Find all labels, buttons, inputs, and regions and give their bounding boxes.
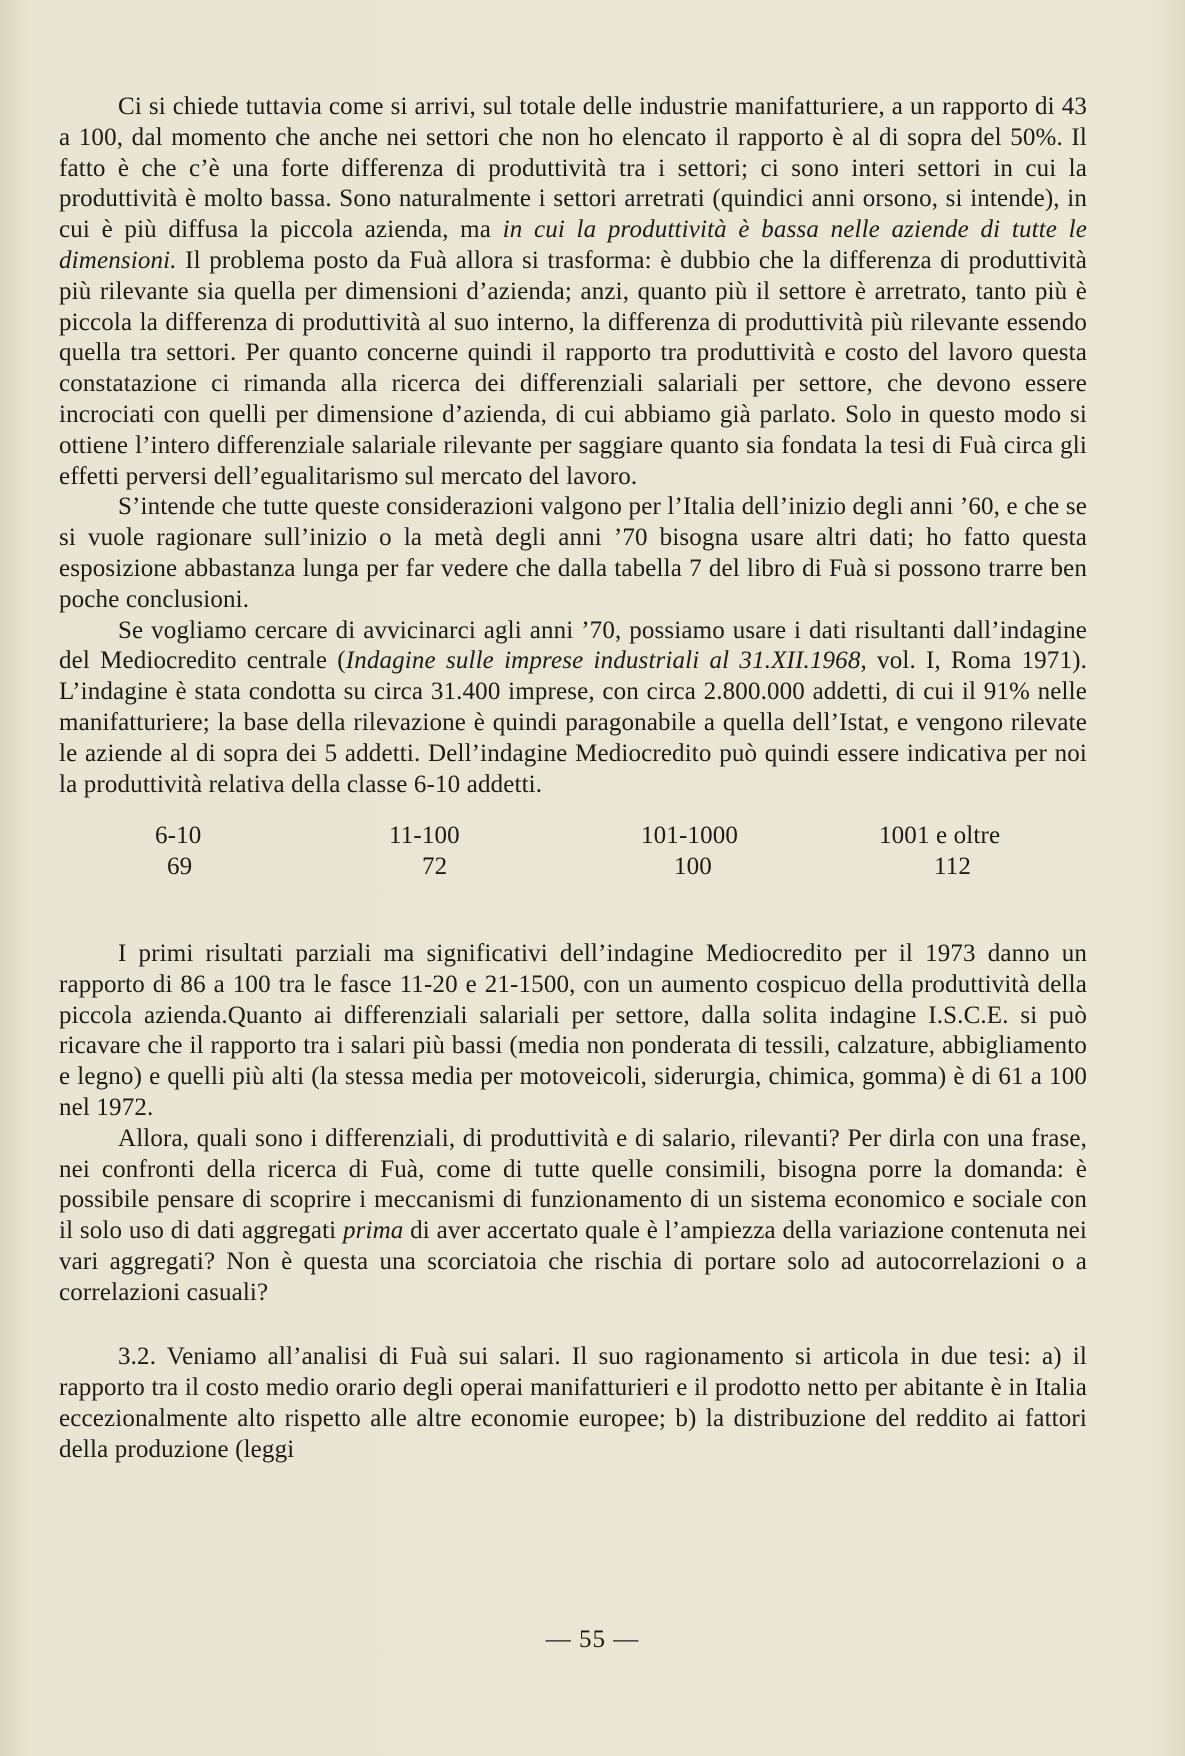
italic-emphasis: prima [342,1217,404,1245]
paragraph-text: di aver accertato quale è l’ampiezza della variazione contenuta nei vari aggregati? Non è questa una scorciatoia che rischia di portare solo ad autocorrelazioni o a correlazioni casuali? [59,1217,1087,1306]
paragraph-italy-sixties: S’intende che tutte queste considerazioni valgono per l’Italia dell’inizio degli anni ’60, e che se si vuole ragionare sull’inizio o la metà degli anni ’70 bisogna usare altri dati; ho fatto questa esposizione abbastanza lunga per far vedere che dalla tabella 7 del libro di Fuà si possono trarre ben poche conclusioni. [59,493,1087,613]
citation-title: Indagine sulle imprese industriali al 31.XII.1968, [345,647,867,675]
table-column [385,821,641,883]
table-column [879,821,1079,883]
paragraph-text: Se vogliamo cercare di avvicinarci agli anni ’70, possiamo usare i dati risultanti dall’indagine del Mediocredito centrale ( [59,616,1087,675]
paragraph-text: Allora, quali sono i differenziali, di produttività e di salario, rilevanti? Per dirla con una frase, nei confronti della ricerca di Fuà, come di tutte quelle consimili, bisogna porre la domanda: è possibile pensare di scoprire i meccanismi di funzionamento di un sistema economico e sociale con il solo uso di dati aggregati [59,1124,1087,1245]
table-header-cell: 6-10 [155,822,202,850]
paragraph-differentials-question [59,1124,1087,1309]
table-header-cell: 101-1000 [641,822,739,850]
paragraph-first-results: I primi risultati parziali ma significativi dell’indagine Mediocredito per il 1973 danno un rapporto di 86 a 100 tra le fasce 11-20 e 21-1500, con un aumento cospicuo della produttività della piccola azienda.Quanto ai differenziali salariali per settore, dalla solita indagine I.S.C.E. si può ricavare che il rapporto tra i salari più bassi (media non ponderata di tessili, calzature, abbigliamento e legno) e quelli più alti (la stessa media per motoveicoli, siderurgia, chimica, gomma) è di 61 a 100 nel 1972. [59,939,1087,1121]
table-column [155,821,385,883]
table-value-cell: 72 [422,853,448,881]
table-column [641,821,879,883]
table-header-cell: 11-100 [389,822,460,850]
body-text [59,92,1087,1466]
page-number: — 55 — [545,1626,640,1653]
table-header-cell: 1001 e oltre [879,822,1001,850]
productivity-table [59,821,1087,883]
table-value-cell: 100 [674,853,712,881]
paragraph-text: vol. I, Roma 1971). L’indagine è stata condotta su circa 31.400 imprese, con circa 2.800.000 addetti, di cui il 91% nelle manifatturiere; la base della rilevazione è quindi paragonabile a quella dell’Istat, e vengono rilevate le aziende al di sopra dei 5 addetti. Dell’indagine Mediocredito può quindi essere indicativa per noi la produttività relativa della classe 6-10 addetti. [59,647,1087,798]
paragraph-text: Il problema posto da Fuà allora si trasforma: è dubbio che la differenza di produttività più rilevante sia quella per dimensioni d’azienda; anzi, quanto più il settore è arretrato, tanto più è piccola la differenza di produttività al suo interno, la differenza di produttività più rilevante essendo quella tra settori. Per quanto concerne quindi il rapporto tra produttività e costo del lavoro questa constatazione ci rimanda alla ricerca dei differenziali salariali per settore, che devono essere incrociati con quelli per dimensione d’azienda, di cui abbiamo già parlato. Solo in questo modo si ottiene l’intero differenziale salariale rilevante per saggiare quanto sia fondata la tesi di Fuà circa gli effetti perversi dell’egualitarismo sul mercato del lavoro. [59,246,1087,490]
paragraph-section-3-2: 3.2. Veniamo all’analisi di Fuà sui salari. Il suo ragionamento si articola in due tesi: a) il rapporto tra il costo medio orario degli operai manifatturieri e il prodotto netto per abitante è in Italia eccezionalmente alto rispetto alle altre economie europee; b) la distribuzione del reddito ai fattori della produzione (leggi [59,1343,1087,1463]
paragraph-productivity-sectors [59,92,1087,492]
paragraph-text: Ci si chiede tuttavia come si arrivi, sul totale delle industrie manifatturiere, a un rapporto di 43 a 100, dal momento che anche nei settori che non ho elencato il rapporto è al di sopra del 50%. Il fatto è che c’è una forte differenza di produttività tra i settori; ci sono interi settori in cui la produttività è molto bassa. Sono naturalmente i settori arretrati (quindici anni orsono, si intende), in cui è più diffusa la piccola azienda, ma [59,93,1087,244]
italic-emphasis: in cui la produttività è bassa nelle aziende di tutte le dimensioni. [59,216,1087,274]
table-value-cell: 112 [934,853,972,881]
paragraph-mediocredito [59,616,1087,801]
table-value-cell: 69 [167,853,193,881]
